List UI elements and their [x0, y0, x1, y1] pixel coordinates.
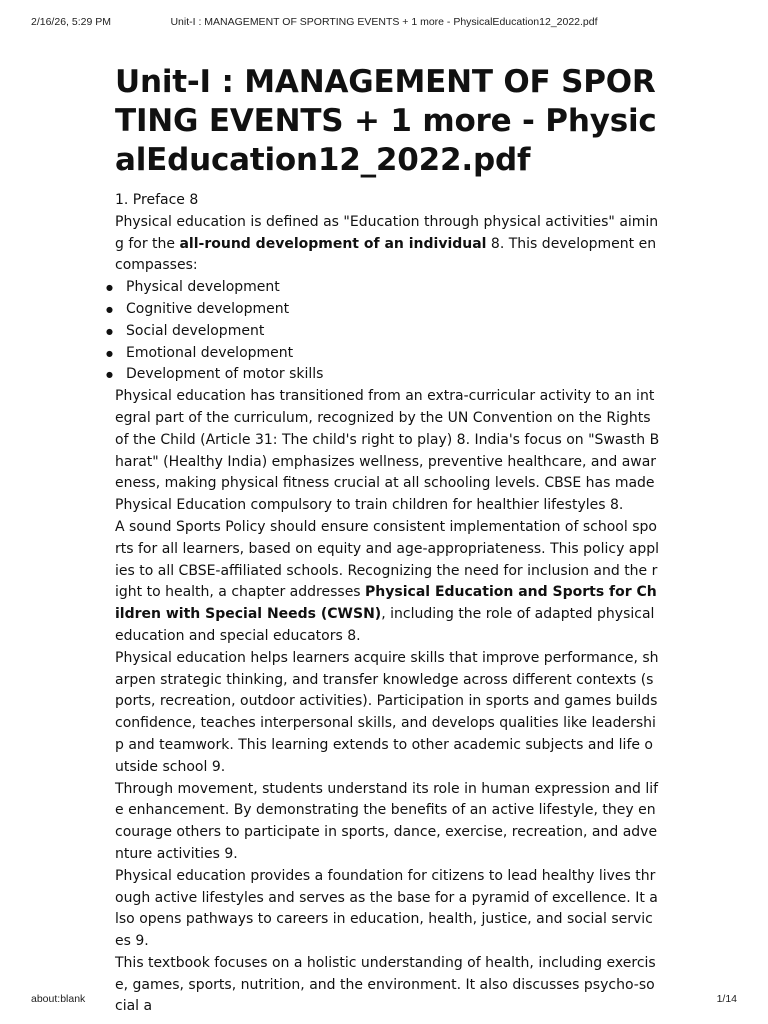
paragraph-foundation: Physical education provides a foundation for citizens to lead healthy lives through active lifestyles and serves as the base for a pyramid of excellence. It also opens pathways to careers in education, health, justice, and social services 9.: [115, 867, 658, 950]
print-doc-title: Unit-I : MANAGEMENT OF SPORTING EVENTS + 1 more - PhysicalEducation12_2022.pdf: [170, 16, 598, 28]
list-item: ● Cognitive development: [115, 299, 660, 321]
bold-phrase: all-round development of an individual: [179, 235, 487, 252]
paragraph-text: 8. This development encompasses:: [115, 235, 657, 274]
list-item: ● Physical development: [115, 277, 660, 299]
list-item: ● Emotional development: [115, 343, 660, 365]
list-item: ● Social development: [115, 321, 660, 343]
document-body: [115, 190, 660, 1018]
preface-item: 1. Preface 8: [115, 192, 199, 208]
paragraph-text: A sound Sports Policy should ensure consistent implementation of school sports for all learners, based on equity and age-appropriateness. This policy applies to all CBSE-affiliated schools. Recognizing the need for inclusion and the right to health, a chapter addresses: [115, 518, 660, 601]
paragraph-sports-policy: [115, 517, 660, 648]
print-datetime: 2/16/26, 5:29 PM: [31, 16, 111, 28]
paragraph-movement: Through movement, students understand its role in human expression and life enhancement. By demonstrating the benefits of an active lifestyle, they encourage others to participate in sports, dance, exercise, recreation, and adventure activities 9.: [115, 780, 659, 862]
paragraph-definition: [115, 212, 660, 277]
preface-list: [115, 190, 660, 212]
list-item: ● Development of motor skills: [115, 364, 660, 386]
paragraph-curriculum: Physical education has transitioned from an extra-curricular activity to an integral part of the curriculum, recognized by the UN Convention on the Rights of the Child (Article 31: The child's right to play) 8. India's focus on "Swasth Bharat" (Healthy India) emphasizes wellness, preventive healthcare, and awareness, making physical fitness crucial at all schooling levels. CBSE has made Physical Education compulsory to train children for healthier lifestyles 8.: [115, 388, 660, 514]
paragraph-skills: Physical education helps learners acquire skills that improve performance, sharpen strategic thinking, and transfer knowledge across different contexts (sports, recreation, outdoor activities). Participation in sports and games builds confidence, teaches interpersonal skills, and develops qualities like leadership and teamwork. This learning extends to other academic subjects and life outside school 9.: [115, 649, 659, 775]
bold-phrase: Physical Education and Sports for Children with Special Needs (CWSN): [115, 584, 657, 623]
page-number: 1/14: [716, 993, 737, 1005]
paragraph-text: , including the role of adapted physical education and special educators 8.: [115, 606, 655, 644]
paragraph-textbook: This textbook focuses on a holistic understanding of health, including exercise, games, sports, nutrition, and the environment. It also discusses psycho-social a: [115, 954, 656, 1015]
print-url: about:blank: [31, 993, 86, 1005]
page-title: Unit-I : MANAGEMENT OF SPORTING EVENTS + 1 more - PhysicalEducation12_2022.pdf: [115, 64, 657, 178]
paragraph-text: Physical education is defined as "Education through physical activities" aiming for the: [115, 213, 659, 252]
development-list: [115, 277, 660, 386]
